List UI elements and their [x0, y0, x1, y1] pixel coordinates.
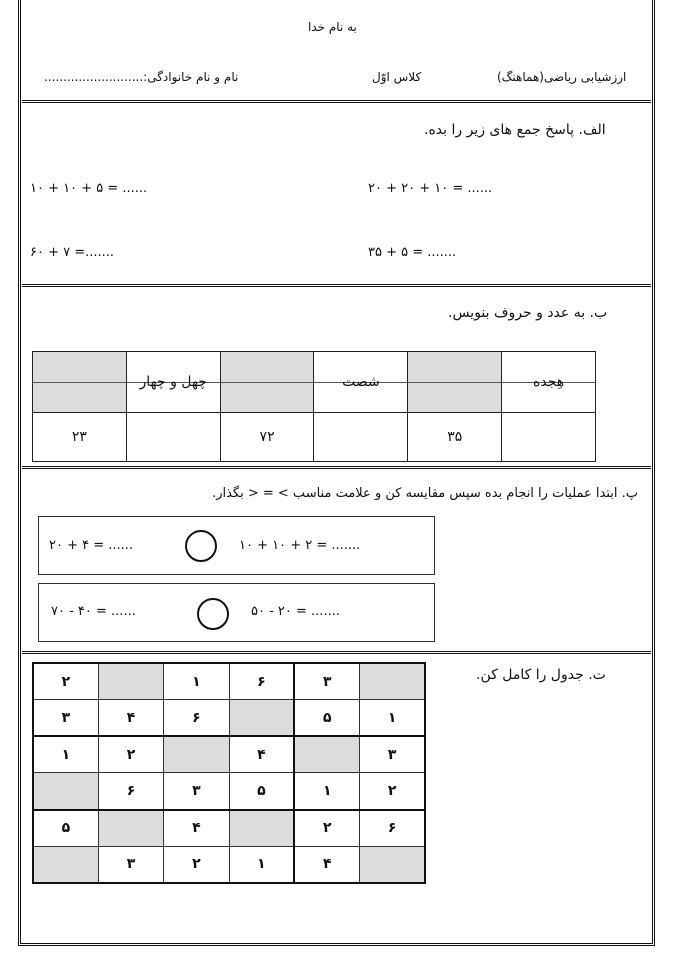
divider-a	[22, 284, 651, 287]
grid-cell	[98, 663, 163, 700]
subject-title: ارزشیابی ریاضی(هماهنگ)	[497, 70, 627, 84]
grid-cell: ۳	[360, 736, 425, 773]
comparison-2-left: ۷۰ - ۴۰ = ......	[51, 604, 136, 619]
equation-a2: ۱۰ + ۱۰ + ۵ = ......	[30, 181, 148, 196]
number-cell: ۲۳	[33, 413, 127, 462]
grid-cell	[164, 736, 229, 773]
comparison-1-left: ۲۰ + ۴ = ......	[49, 538, 134, 553]
equation-a3: ۳۵ + ۵ = .......	[368, 245, 457, 260]
word-cell-written: هِجده	[502, 352, 596, 413]
word-cell	[408, 352, 502, 413]
grid-cell	[294, 736, 359, 773]
divider-p	[22, 651, 651, 654]
grid-cell	[360, 846, 425, 883]
grid-cell: ۳	[294, 663, 359, 700]
equation-a1: ۲۰ + ۲۰ + ۱۰ = ......	[368, 181, 493, 196]
section-a-title: الف. پاسخ جمع های زیر را بده.	[424, 122, 606, 138]
grid-cell	[360, 663, 425, 700]
grid-cell: ۱	[294, 773, 359, 810]
word-cell-written: چهل و چهار	[126, 352, 220, 413]
grid-cell: ۱	[33, 736, 98, 773]
section-p-title: پ. ابتدا عملیات را انجام بده سپس مقایسه کن و علامت مناسب > = < بگذار.	[212, 486, 638, 501]
grid-cell: ۴	[229, 736, 294, 773]
grid-cell: ۲	[98, 736, 163, 773]
comparison-box-2	[38, 583, 435, 642]
equation-a4: ۶۰ + ۷ =.......	[30, 245, 115, 260]
grid-cell: ۲	[360, 773, 425, 810]
grid-cell: ۶	[164, 700, 229, 737]
grid-cell: ۵	[229, 773, 294, 810]
grid-cell: ۲	[164, 846, 229, 883]
grid-cell: ۴	[294, 846, 359, 883]
grid-cell: ۴	[98, 700, 163, 737]
number-grid	[32, 662, 426, 884]
grid-cell: ۳	[98, 846, 163, 883]
grid-cell: ۱	[229, 846, 294, 883]
basmala: به نام خدا	[308, 20, 357, 34]
grid-cell: ۳	[33, 700, 98, 737]
divider-header	[22, 100, 651, 103]
grid-cell: ۲	[294, 810, 359, 847]
class-label: کلاس اوّل	[372, 70, 422, 84]
grid-cell: ۱	[164, 663, 229, 700]
divider-b	[22, 466, 651, 469]
section-t-title: ت. جدول را کامل کن.	[476, 667, 606, 683]
number-cell	[502, 413, 596, 462]
comparison-box-1	[38, 516, 435, 575]
grid-cell: ۲	[33, 663, 98, 700]
student-name-label: نام و نام خانوادگی:..........................	[44, 70, 239, 84]
number-cell: ۳۵	[408, 413, 502, 462]
number-cell	[126, 413, 220, 462]
grid-cell: ۶	[98, 773, 163, 810]
grid-cell: ۴	[164, 810, 229, 847]
word-cell	[33, 352, 127, 413]
compare-circle-2	[197, 598, 229, 630]
number-cell: ۷۲	[220, 413, 314, 462]
grid-cell: ۵	[294, 700, 359, 737]
grid-cell: ۵	[33, 810, 98, 847]
grid-cell	[98, 810, 163, 847]
grid-cell: ۱	[360, 700, 425, 737]
word-cell	[220, 352, 314, 413]
comparison-1-right: ۱۰ + ۱۰ + ۲ = .......	[239, 538, 361, 553]
compare-circle-1	[185, 530, 217, 562]
word-cell-written: شصت	[314, 352, 408, 413]
grid-cell	[229, 810, 294, 847]
comparison-2-right: ۵۰ - ۲۰ = .......	[251, 604, 340, 619]
words-table	[32, 351, 596, 462]
grid-cell	[229, 700, 294, 737]
section-b-title: ب. به عدد و حروف بنویس.	[448, 305, 608, 321]
grid-cell	[33, 846, 98, 883]
grid-cell	[33, 773, 98, 810]
grid-cell: ۶	[229, 663, 294, 700]
grid-cell: ۶	[360, 810, 425, 847]
grid-cell: ۳	[164, 773, 229, 810]
number-cell	[314, 413, 408, 462]
